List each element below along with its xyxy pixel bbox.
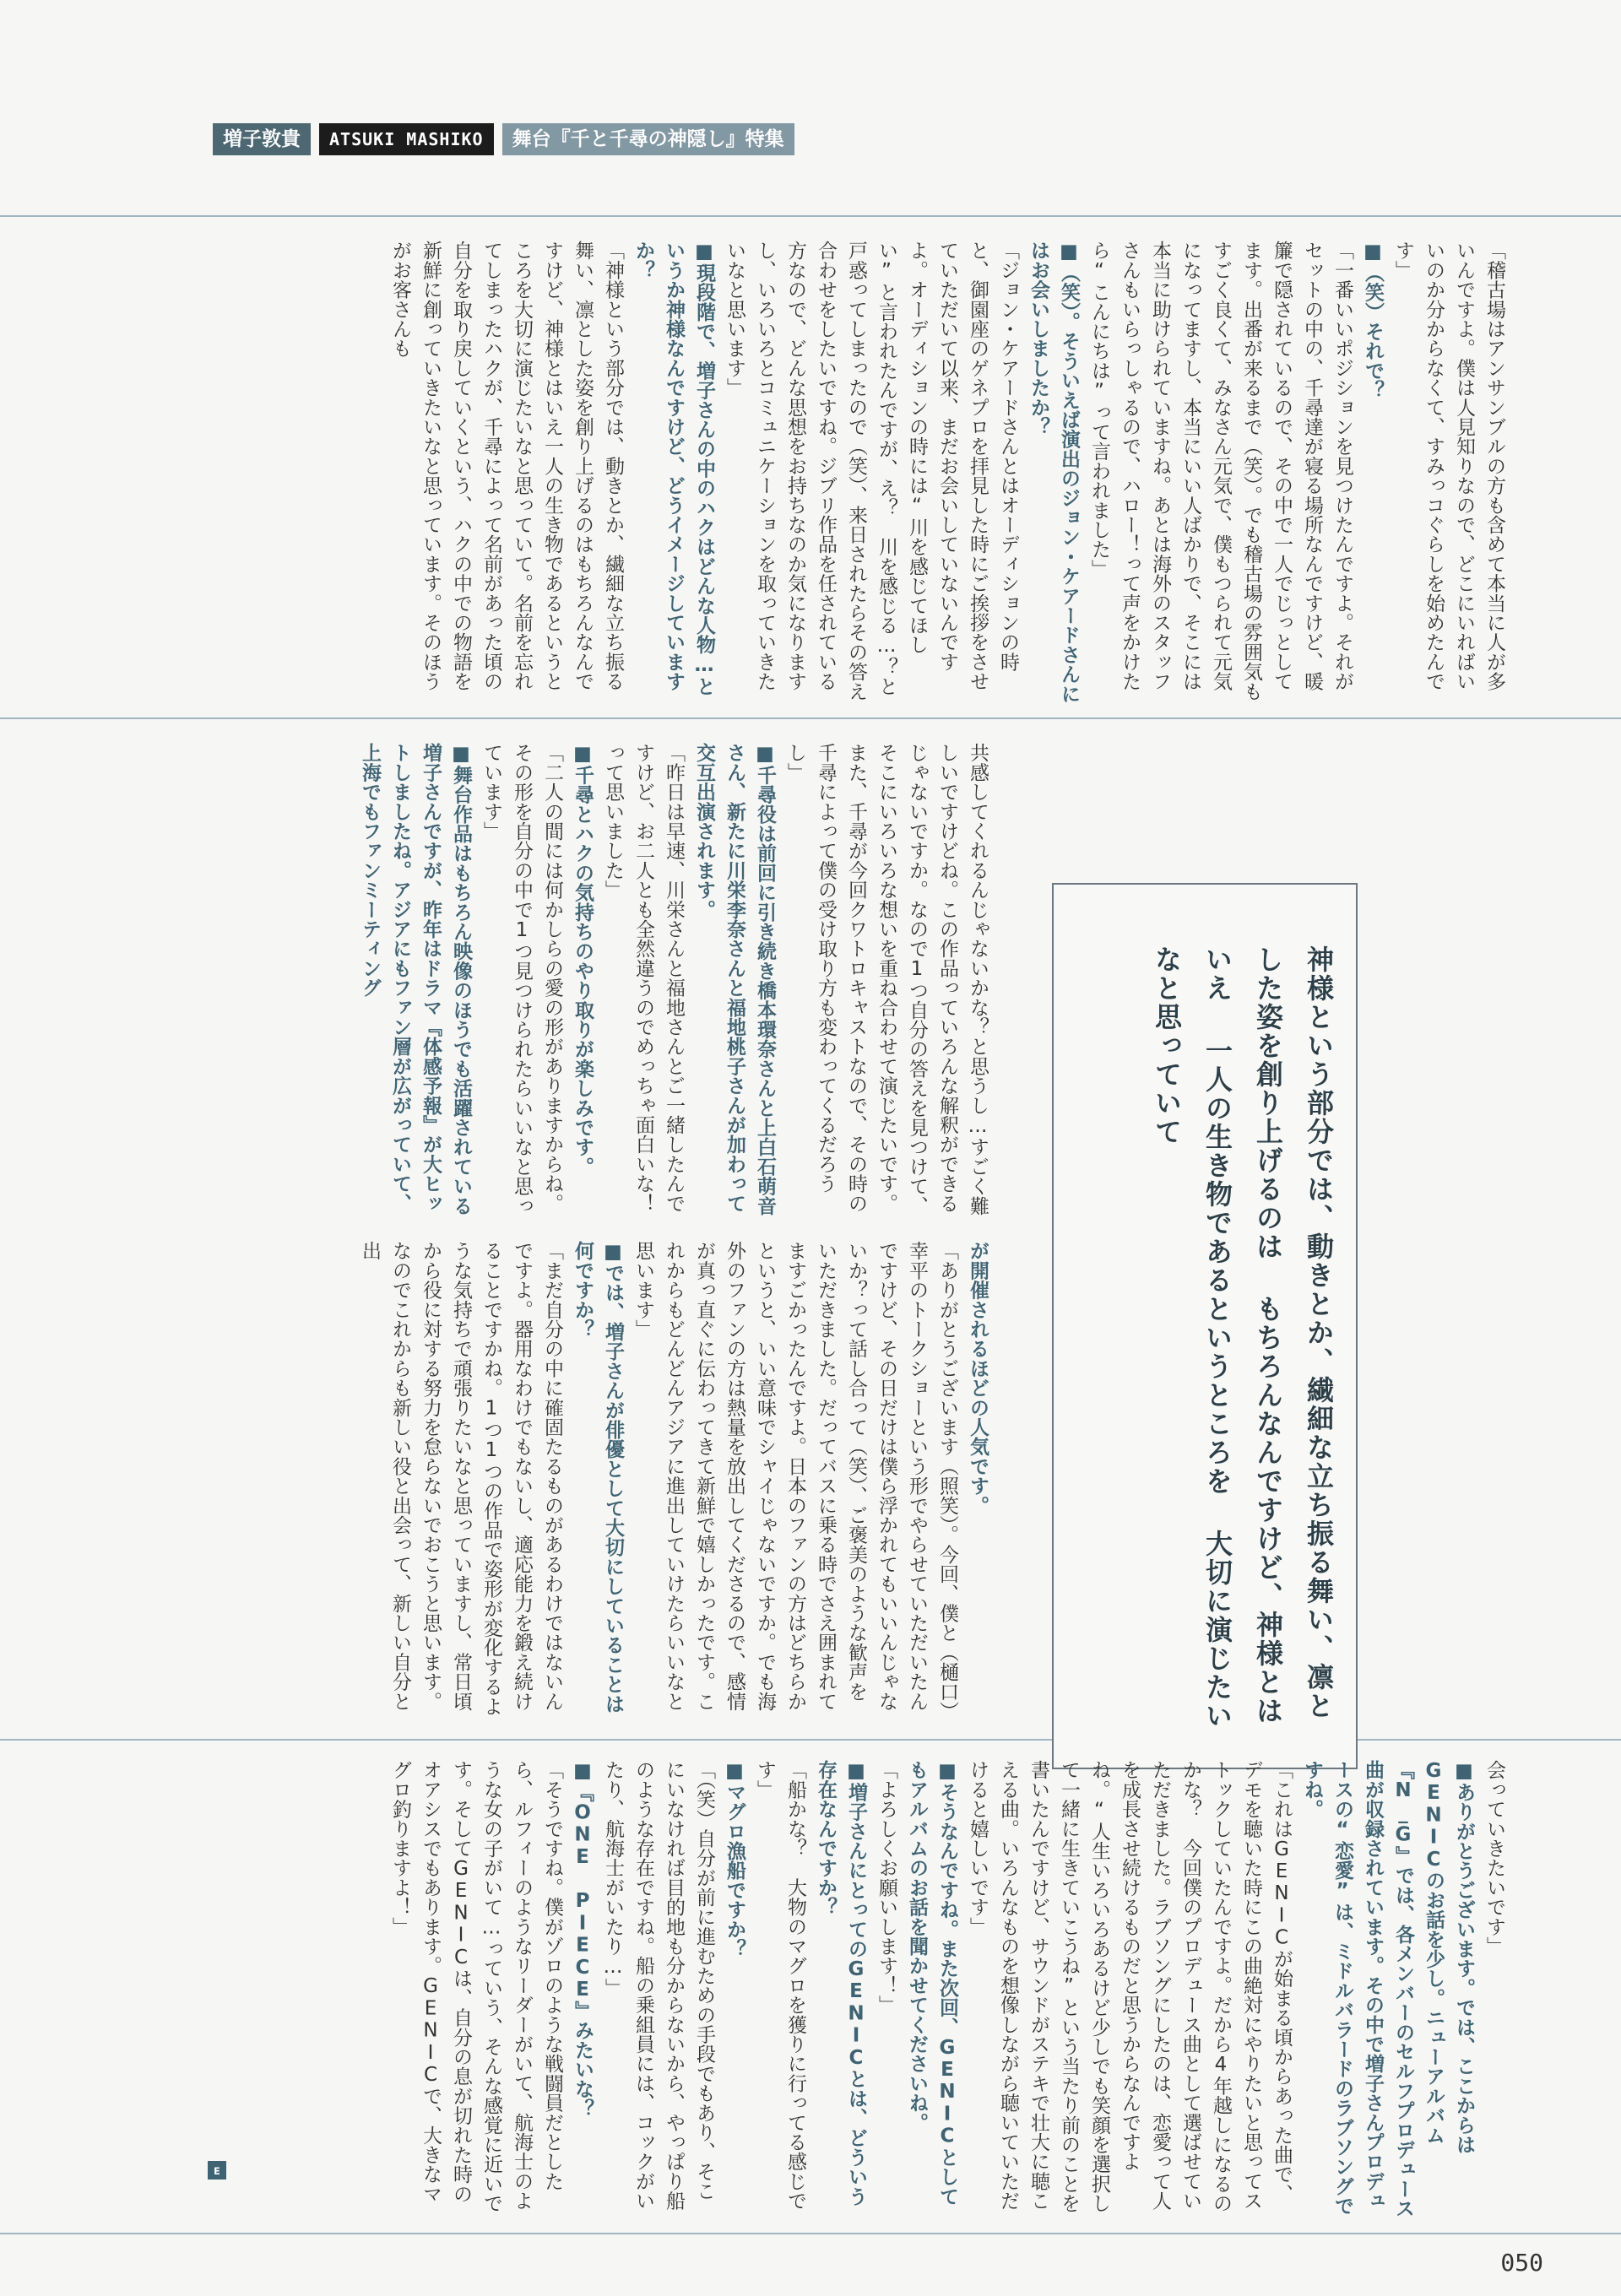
question-paragraph: ■では、増子さんが俳優として大切にしていることは何ですか？	[572, 1241, 624, 1714]
answer-paragraph: 「一番いいポジションを見つけたんですよ。それがセットの中の、千尋達が寝る場所なんですけど、暖簾で隠されているので、その中で一人でじっとしてます。出番が来るまで（笑）。でも稽古場の雰囲気もすごく良くて、みなさん元気で、僕もつられて元気になってますし、本当にいい人ばかりで、そこには本当に助けられていますね。あとは海外のスタッフさんもいらっしゃるので、ハロー！って声をかけたら“こんにちは”って言われました」	[1088, 241, 1353, 701]
article-section-middle	[208, 743, 993, 1216]
answer-paragraph: 共感してくれるんじゃないかな？と思うし…すごく難しいですけどね。この作品っていろんな解釈ができるじゃないですか。なので1つ自分の答えを見つけて、そこにいろいろな想いを重ね合わせて演じたいです。また、千尋が今回クワトロキャストなので、その時の千尋によって僕の受け取り方も変わってくるだろうし」	[784, 743, 989, 1216]
answer-paragraph: 会っていきたいです」	[1483, 1760, 1505, 1956]
question-paragraph: ■千尋役は前回に引き続き橋本環奈さんと上白石萌音さん、新たに川栄李奈さんと福地桃子さんが加わって交互出演されます。	[693, 743, 776, 1216]
page-number: 050	[1500, 2249, 1543, 2277]
question-paragraph: ■（笑）それで？	[1362, 241, 1384, 400]
answer-paragraph: 「ジョン・ケアードさんとはオーディションの時と、御園座のゲネプロを拝見した時にご挨拶をさせていただいて以来、まだお会いしていないんですよ。オーディションの時には“川を感じてほしい”と言われたんですが、え？ 川を感じる…？と戸惑ってしまったので（笑）、来日されたらその答え合わせをしたいですね。ジブリ作品を任されている方なので、どんな思想をお持ちなのか気になりますし、いろいろとコミュニケーションを取っていきたいなと思います」	[724, 241, 1019, 701]
answer-paragraph: 「（笑）自分が前に進むための手段でもあり、そこにいなければ目的地も分からないから、やっぱり船のような存在ですね。船の乗組員には、コックがいたり、航海士がいたり…」	[602, 1760, 715, 2211]
answer-paragraph: 「これはGENICが始まる頃からあった曲で、デモを聴いた時にこの曲絶対にやりたいと思ってストックしていたんですよ。だから4年越しになるのかな？ 今回僕のプロデュース曲として選ばせていただきました。ラブソングにしたのは、恋愛って人を成長させ続けるものだと思うからなんですよね。“人生いろいろあるけど少しでも笑顔を選択して一緒に生きていこうね”という当たり前のことを書いたんですけど、サウンドがステキで壮大に聴こえる曲。いろんなものを想像しながら聴いていただけると嬉しいです」	[967, 1760, 1293, 2213]
answer-paragraph: 「昨日は早速、川栄さんと福地さんとご一緒したんですけど、お二人とも全然違うのでめっちゃ面白いな！って思いました」	[602, 743, 685, 1213]
article-section-lower	[208, 1241, 993, 1718]
answer-paragraph: 「神様という部分では、動きとか、繊細な立ち振る舞い、凛とした姿を創り上げるのはもちろんなんですけど、神様とはいえ一人の生き物であるというところを大切に演じたいなと思っていて。名前を忘れてしまったハクが、千尋によって名前があった頃の自分を取り戻していくという、ハクの中での物語を新鮮に創っていきたいなと思っています。そのほうがお客さんも	[389, 241, 624, 691]
feature-title: 舞台『千と千尋の神隠し』特集	[502, 123, 794, 155]
answer-paragraph: 「ありがとうございます（照笑）。今回、僕と（樋口）幸平のトークショーという形でやらせていただいたんですけど、その日だけは僕ら浮かれてもいいんじゃないか？って話し合って（笑）、ご褒美のような歓声をいただきました。だってバスに乗る時でさえ囲まれてますごかったんですよ。日本のファンの方はどちらかというと、いい意味でシャイじゃないですか。でも海外のファンの方は熱量を放出してくださるので、感情が真っ直ぐに伝わってきて新鮮で嬉しかったです。これからもどんどんアジアに進出していけたらいいなと思います」	[632, 1241, 958, 1711]
answer-paragraph: 「そうですね。僕がゾロのような戦闘員だとしたら、ルフィーのようなリーダーがいて、航海士のような女の子がいて…っていう、そんな感覚に近いです。そしてGENICは、自分の息が切れた時のオアシスでもあります。GENICで、大きなマグロ釣りますよ！」	[389, 1760, 563, 2213]
answer-paragraph: 「まだ自分の中に確固たるものがあるわけではないんですよ。器用なわけでもないし、適応能力を鍛え続けることですかね。1つ1つの作品で姿形が変化するような気持ちで頑張りたいなと思っていますし、常日頃から役に対する努力を怠らないでおこうと思います。なのでこれからも新しい役と出会って、新しい自分と出	[359, 1241, 563, 1716]
question-paragraph: が開催されるほどの人気です。	[967, 1241, 989, 1515]
question-paragraph: ■舞台作品はもちろん映像のほうでも活躍されている増子さんですが、昨年はドラマ『体感予報』が大ヒットしましたね。アジアにもファン層が広がっていて、上海でもファンミーティング	[359, 743, 472, 1216]
section-divider-2	[0, 1739, 1621, 1741]
artist-name-roman: ATSUKI MASHIKO	[319, 123, 494, 155]
answer-paragraph: 「船かな？ 大物のマグロを獲りに行ってる感じです」	[754, 1760, 806, 2211]
artist-name-jp: 増子敦貴	[213, 123, 311, 155]
article-section-bottom	[208, 1760, 1510, 2220]
section-divider-1	[0, 718, 1621, 719]
question-paragraph: ■増子さんにとってのGENICとは、どういう存在なんですか？	[815, 1760, 867, 2207]
question-paragraph: ■（笑）。そういえば演出のジョン・ケアードさんにはお会いしましたか？	[1027, 241, 1080, 704]
answer-paragraph: 「よろしくお願いします！」	[876, 1760, 897, 2015]
end-mark-icon: ᴇ	[208, 2161, 226, 2180]
top-divider	[0, 215, 1621, 217]
question-paragraph: ■現段階で、増子さんの中のハクはどんな人物…というか神様なんですけど、どうイメージしていますか？	[632, 241, 715, 696]
question-paragraph: ■マグロ漁船ですか？	[724, 1760, 745, 1958]
question-paragraph: ■千尋とハクの気持ちのやり取りが楽しみです。	[572, 743, 594, 1177]
pull-quote: 神様という部分では、動きとか、繊細な立ち振る舞い、凛とした姿を創り上げるのは もちろんなんですけど、神様とはいえ 一人の生き物であるというところを 大切に演じたいなと思っていて	[1151, 945, 1335, 1730]
article-header	[213, 123, 794, 155]
article-section-top	[208, 241, 1510, 705]
question-paragraph: ■ありがとうございます。では、ここからはGENICのお話を少し。ニューアルバム『N_G』では、各メンバーのセルフプロデュース曲が収録されています。その中で増子さんプロデュースの“恋愛”は、ミドルバラードのラブソングですね。	[1301, 1760, 1475, 2218]
answer-paragraph: 「稽古場はアンサンブルの方も含めて本当に人が多いんですよ。僕は人見知りなので、どこにいればいいのか分からなくて、すみっコぐらしを始めたんです」	[1392, 241, 1505, 691]
bottom-divider	[0, 2233, 1621, 2234]
question-paragraph: ■『ONE PIECE』みたいな？	[572, 1760, 594, 2119]
answer-paragraph: 「二人の間には何かしらの愛の形がありますからね。その形を自分の中で1つ見つけられたらいいなと思っています」	[480, 743, 563, 1216]
question-paragraph: ■そうなんですね。また次回、GENICとしてもアルバムのお話を聞かせてくださいね。	[906, 1760, 958, 2207]
